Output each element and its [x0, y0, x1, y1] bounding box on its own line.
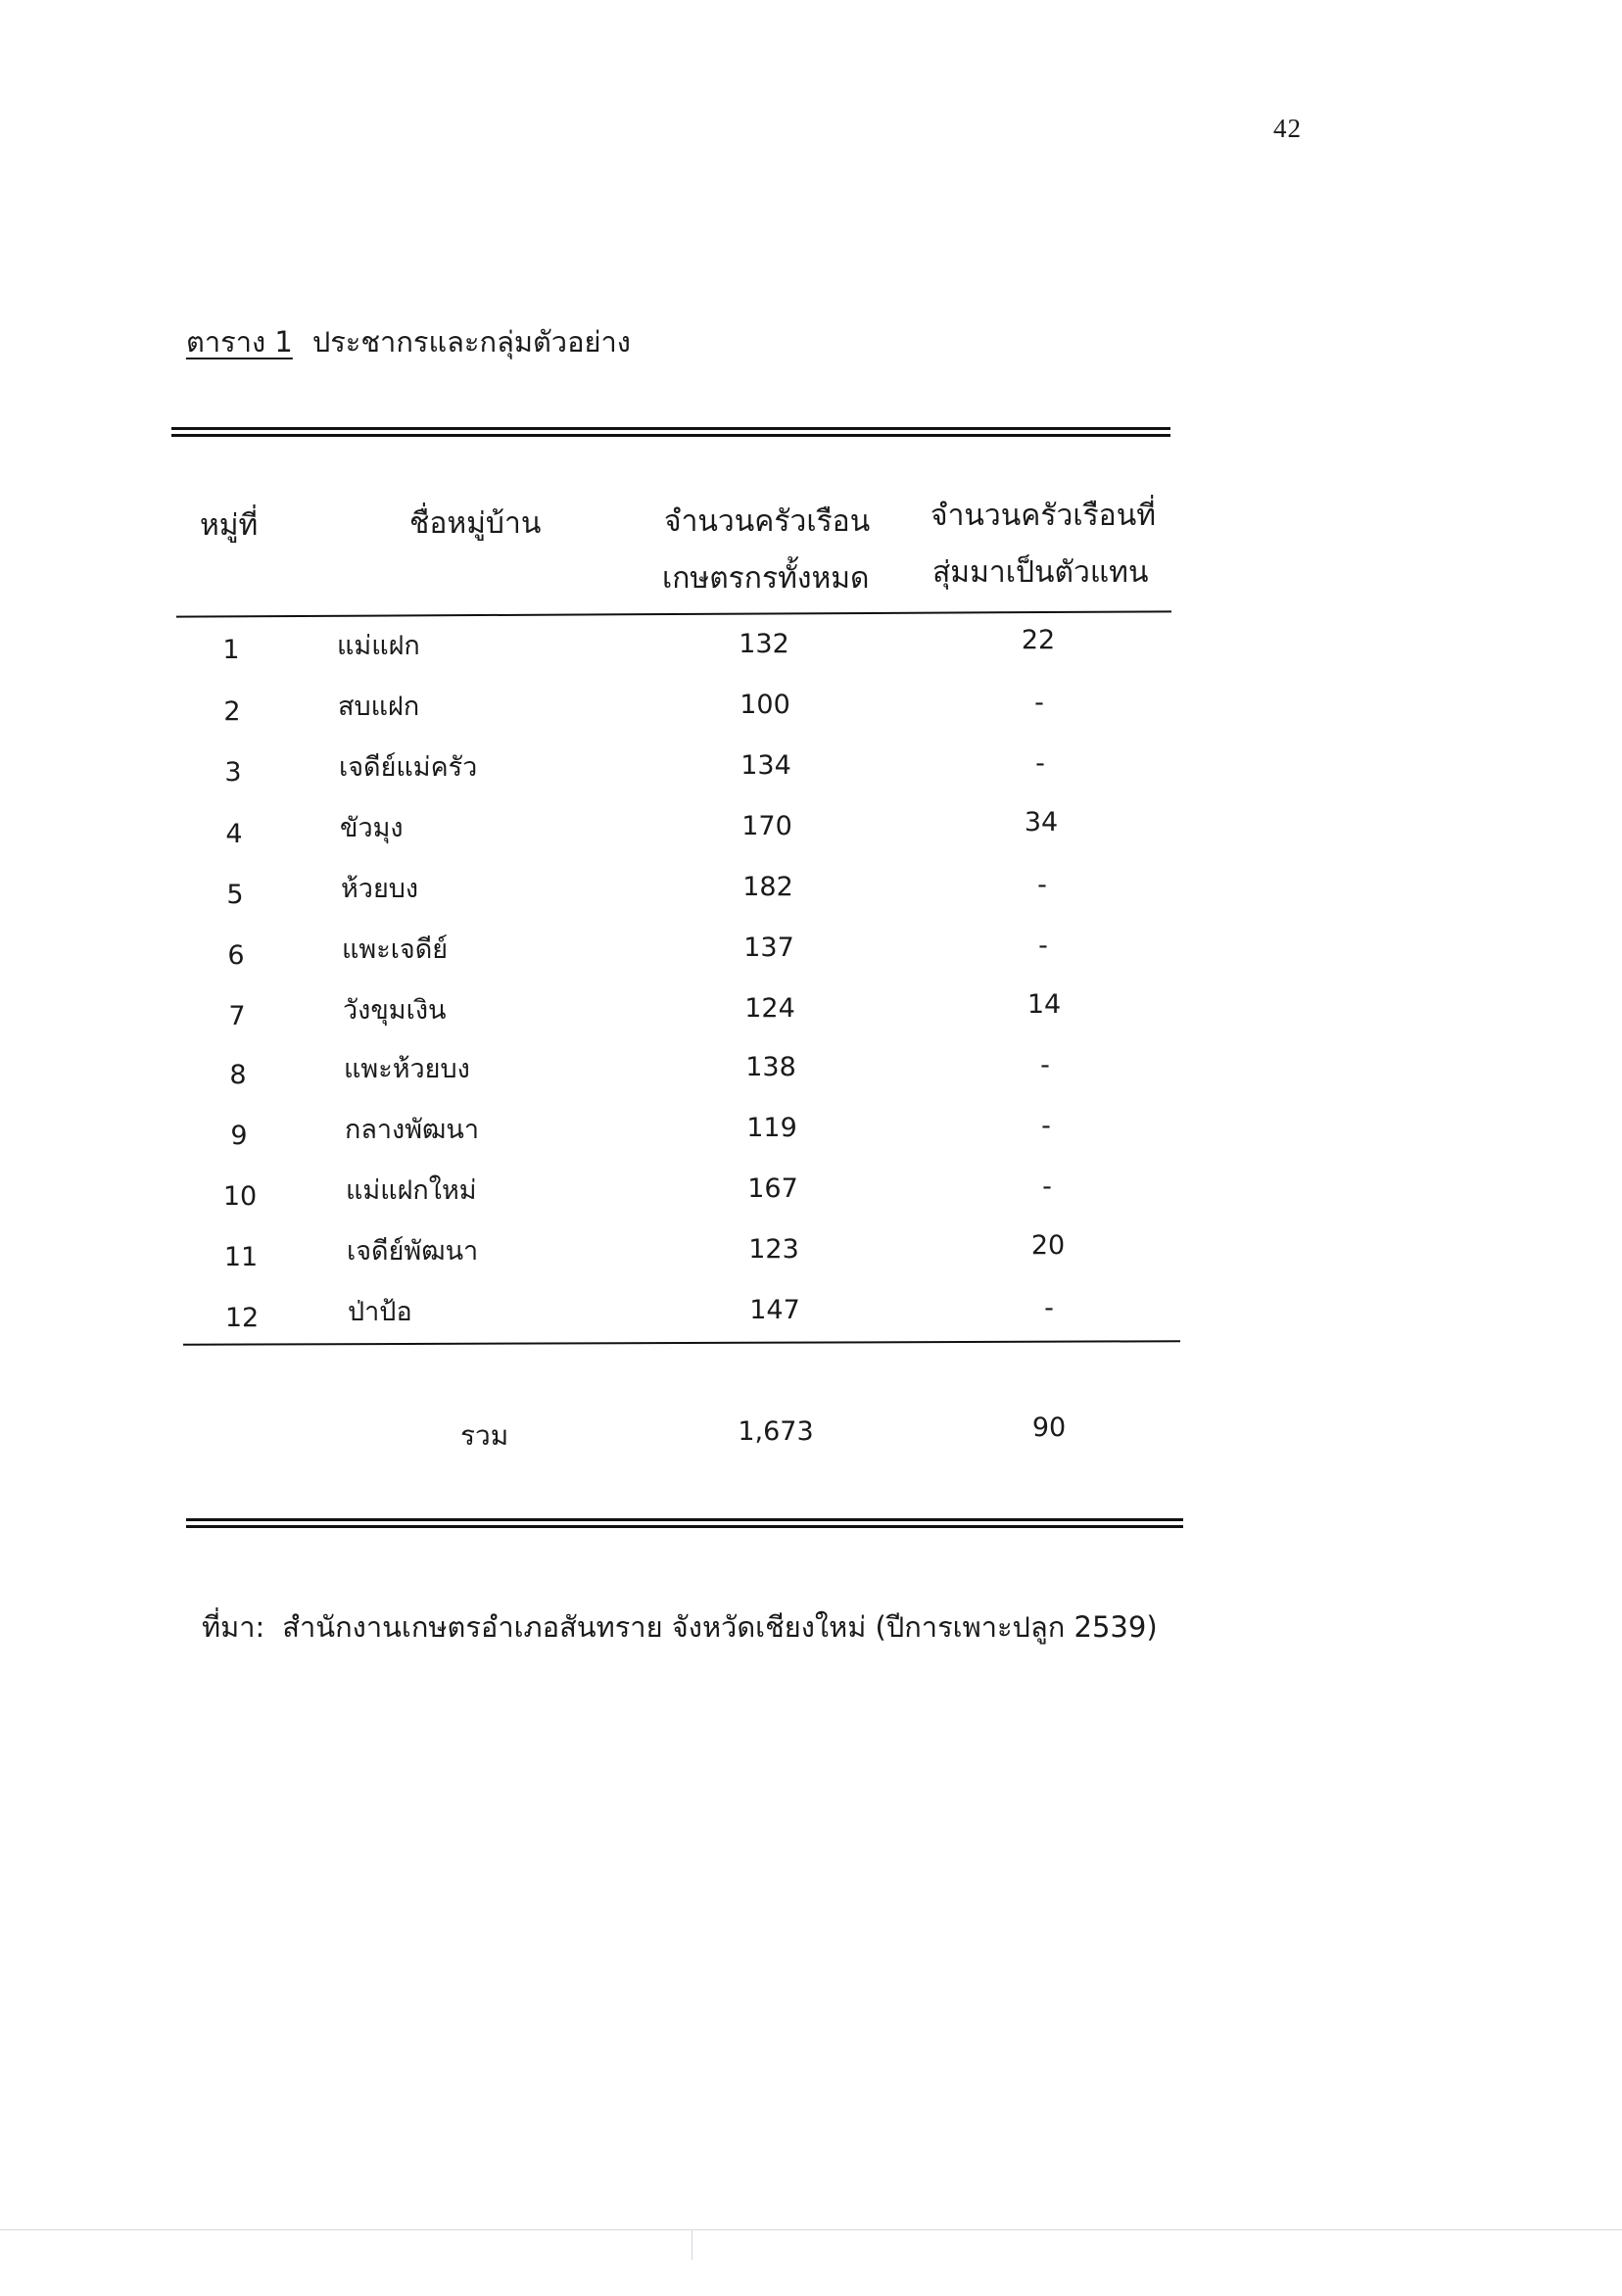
cell-sampled-households: - [1038, 931, 1048, 961]
total-label: รวม [460, 1419, 509, 1452]
cell-village-name: เจดีย์แม่ครัว [339, 752, 478, 783]
header-total-households-1: จำนวนครัวเรือน [664, 504, 871, 539]
cell-total-households: 138 [745, 1052, 796, 1082]
cell-total-households: 167 [747, 1173, 798, 1204]
page-number: 42 [1273, 114, 1302, 143]
cell-sampled-households: - [1041, 1111, 1051, 1141]
cell-sampled-households: 22 [1021, 625, 1056, 655]
cell-village-name: เจดีย์พัฒนา [347, 1236, 479, 1267]
table-header-rule [176, 610, 1171, 617]
cell-sampled-households: - [1037, 870, 1047, 900]
cell-village-no: 12 [224, 1303, 260, 1333]
cell-village-name: ขัวมุง [340, 813, 404, 843]
total-sampled-households: 90 [1031, 1412, 1067, 1443]
header-village-name: ชื่อหมู่บ้าน [409, 506, 542, 541]
cell-village-no: 4 [225, 819, 243, 849]
cell-sampled-households: - [1044, 1293, 1054, 1323]
table-top-rule-1 [171, 427, 1170, 430]
total-households: 1,673 [738, 1416, 814, 1447]
cell-total-households: 119 [746, 1113, 797, 1143]
cell-total-households: 124 [744, 993, 795, 1024]
scan-footer-line [0, 2229, 1622, 2230]
cell-village-name: กลางพัฒนา [345, 1115, 480, 1145]
cell-village-no: 10 [222, 1181, 258, 1212]
cell-sampled-households: 20 [1030, 1230, 1066, 1261]
header-total-households-2: เกษตรกรทั้งหมด [662, 561, 870, 596]
cell-total-households: 100 [739, 690, 790, 720]
cell-total-households: 134 [740, 750, 791, 781]
cell-village-no: 7 [228, 1001, 246, 1031]
cell-village-no: 11 [223, 1242, 259, 1272]
table-caption-label: ตาราง 1 [186, 325, 293, 359]
cell-total-households: 123 [748, 1234, 799, 1265]
cell-village-name: วังขุมเงิน [343, 995, 447, 1026]
cell-sampled-households: 14 [1026, 989, 1062, 1020]
cell-village-name: สบแฝก [338, 692, 420, 722]
cell-village-no: 2 [223, 696, 241, 727]
cell-sampled-households: - [1035, 748, 1045, 779]
cell-village-no: 6 [227, 940, 245, 971]
cell-sampled-households: - [1042, 1172, 1052, 1202]
header-village-no: หมู่ที่ [200, 508, 259, 543]
cell-village-name: แพะห้วยบง [344, 1054, 470, 1084]
cell-total-households: 137 [743, 933, 794, 963]
cell-village-no: 9 [230, 1121, 248, 1151]
cell-total-households: 147 [749, 1295, 800, 1325]
cell-sampled-households: - [1040, 1050, 1050, 1080]
table-caption [186, 319, 631, 364]
cell-village-name: แม่แฝกใหม่ [346, 1175, 477, 1206]
cell-village-no: 3 [224, 757, 242, 788]
cell-village-name: แม่แฝก [337, 631, 420, 661]
cell-total-households: 170 [741, 811, 792, 841]
cell-village-name: ห้วยบง [341, 874, 419, 904]
cell-total-households: 132 [739, 629, 789, 659]
cell-village-name: ป่าป้อ [348, 1297, 412, 1327]
source-text: สำนักงานเกษตรอำเภอสันทราย จังหวัดเชียงใหม่ (ปีการเพาะปลูก 2539) [282, 1610, 1158, 1644]
table-bottom-rule-2 [186, 1525, 1183, 1528]
table-top-rule-2 [171, 434, 1170, 437]
table-body-rule [183, 1340, 1180, 1346]
source-label: ที่มา: [202, 1610, 265, 1644]
cell-village-no: 5 [226, 880, 244, 910]
table-source [202, 1604, 1158, 1650]
cell-village-no: 8 [229, 1060, 247, 1090]
cell-village-name: แพะเจดีย์ [342, 934, 449, 965]
cell-sampled-households: 34 [1024, 807, 1059, 837]
table-caption-title: ประชากรและกลุ่มตัวอย่าง [311, 325, 631, 359]
header-sampled-households-2: สุ่มมาเป็นตัวแทน [932, 555, 1149, 590]
header-sampled-households-1: จำนวนครัวเรือนที่ [930, 499, 1156, 533]
table-bottom-rule-1 [186, 1518, 1183, 1521]
cell-total-households: 182 [742, 872, 793, 902]
cell-sampled-households: - [1034, 688, 1044, 718]
cell-village-no: 1 [222, 635, 240, 665]
